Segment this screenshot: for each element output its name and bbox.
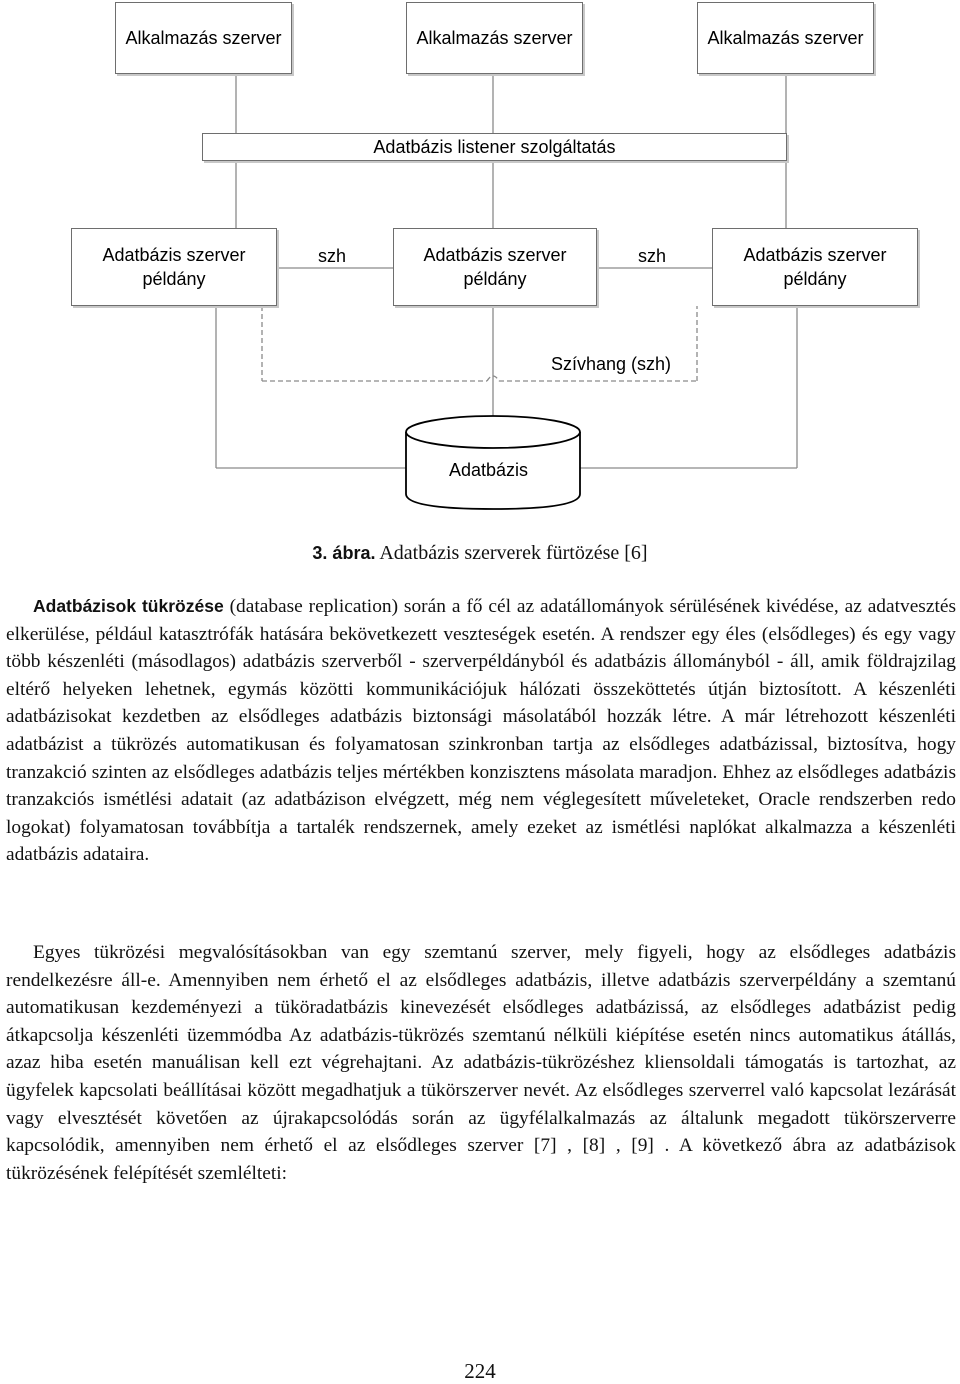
listener-service: [202, 133, 787, 161]
paragraph-1: [6, 593, 956, 869]
db-instance-2: [393, 228, 597, 306]
app-server-2: [406, 2, 583, 74]
cluster-diagram: [0, 0, 960, 540]
paragraph-2-body: Egyes tükrözési megvalósításokban van egy szemtanú szerver, mely figyeli, hogy az elsődleges adatbázis rendelkezésre áll-e. Amennyiben nem érhető el az elsődleges adatbázis, illetve adatbázis szerverpéldány a szemtanú automatikusan kezdeményezi a tüköradatbázis kinevezését elsődleges adatbázissá, az elsődleges adatbázist pedig átkapcsolja készenléti üzemmódba Az adatbázis-tükrözés szemtanú nélküli kiépítése esetén nincs automatikus átállás, azaz hiba esetén manuálisan kell ezt végrehajtani. Az adatbázis-tükrözéshez kliensoldali támogatás is tartozhat, az ügyfelek kapcsolati beállításai között megadhatjuk a tükörszerver nevét. Az elsődleges szerverrel való kapcsolat lezárását vagy elvesztését követően az újrakapcsolódás során az ügyfélalkalmazás az általunk megadott tükörszerverre kapcsolódik, amennyiben nem érhető el az elsődleges szerver [7] , [8] , [9] . A következő ábra az adatbázisok tükrözésének felépítését szemlélteti:: [6, 942, 956, 1184]
app-server-3-label: Alkalmazás szerver: [707, 28, 864, 48]
listener-label: Adatbázis listener szolgáltatás: [373, 137, 616, 157]
caption-number: 3. ábra.: [312, 543, 376, 563]
heartbeat-short-2: szh: [638, 246, 667, 266]
caption-text: Adatbázis szerverek fürtözése [6]: [375, 542, 648, 564]
db-instance-3-label: Adatbázis szerver példány: [743, 245, 887, 289]
page-number: 224: [464, 1359, 496, 1383]
app-server-1-label: Alkalmazás szerver: [125, 28, 282, 48]
app-server-1: [115, 2, 292, 74]
database-label: Adatbázis: [449, 460, 529, 480]
heartbeat-short-1: szh: [318, 246, 347, 266]
db-instance-3: [712, 228, 918, 306]
db-instance-2-label: Adatbázis szerver példány: [423, 245, 567, 289]
app-server-3: [697, 2, 874, 74]
heartbeat-label: Szívhang (szh): [551, 354, 672, 374]
db-instance-1: [71, 228, 277, 306]
paragraph-2: [6, 939, 956, 1187]
db-instance-1-label: Adatbázis szerver példány: [102, 245, 246, 289]
paragraph-1-term: Adatbázisok tükrözése: [33, 596, 224, 616]
figure-caption: [0, 539, 960, 567]
paragraph-1-body: (database replication) során a fő cél az adatállományok sérülésének kivédése, az adatvesztés elkerülése, például katasztrófák hatására bekövetkezett veszteségek esetén. A rendszer egy éles (elsődleges) és egy vagy több készenléti (másodlagos) adatbázis szerverből - szerverpéldányból és adatbázis állományból - áll, amik földrajzilag eltérő helyeken lehetnek, egymás közötti kommunikációjuk hálózati összeköttetés útján biztosított. A készenléti adatbázisokat kezdetben az elsődleges adatbázis biztonsági másolatából hozzák létre. A már létrehozott készenléti adatbázist a tükrözés automatikusan és folyamatosan szinkronban tartja az elsődleges adatbázissal, biztosítva, hogy tranzakció szinten az elsődleges adatbázis teljes mértékben konzisztens másolata maradjon. Ehhez az elsődleges adatbázis tranzakciós ismétlési adatait (az adatbázison elvégzett, még nem véglegesített műveleteket, Oracle rendszerben redo logokat) folyamatosan továbbítja a tartalék rendszernek, amely ezeket az ismétlési naplókat alkalmazza a készenléti adatbázis adataira.: [6, 596, 956, 866]
app-server-2-label: Alkalmazás szerver: [416, 28, 573, 48]
